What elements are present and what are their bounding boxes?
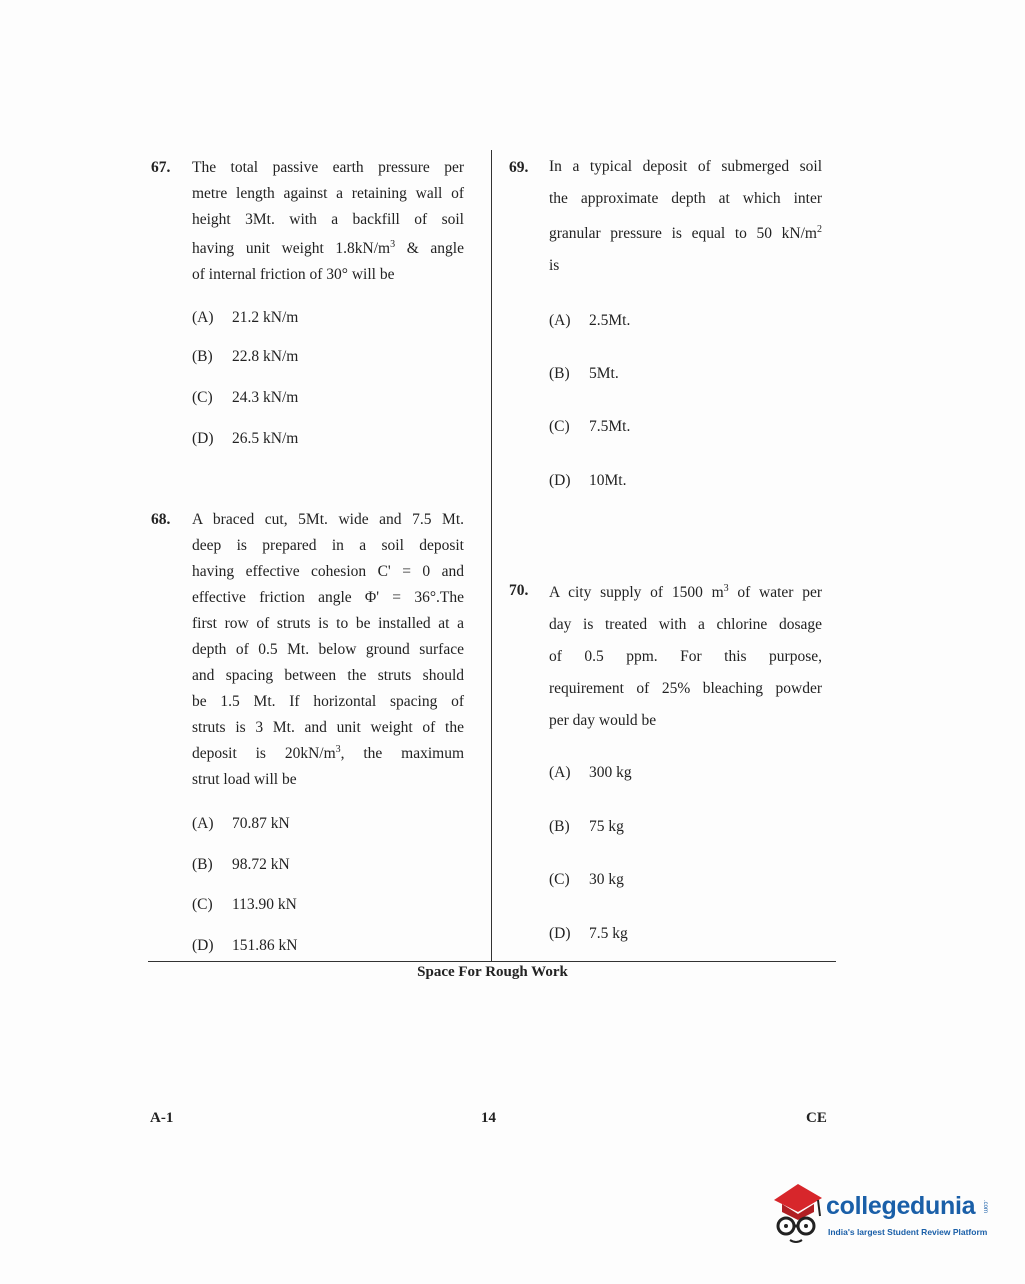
footer-left: A-1 [150, 1110, 174, 1126]
question-number: 70. [509, 582, 529, 599]
question-text: The total passive earth pressure per metre length against a retaining wall of height 3Mt. with a backfill of soil having unit weight $1.8kN/m^3$ & angle of internal friction of 30° will be [192, 159, 464, 283]
option-d[interactable]: (D) 10Mt. [549, 472, 627, 489]
option-b[interactable]: (B) 5Mt. [549, 365, 619, 382]
option-b[interactable]: (B) 98.72 kN [192, 856, 290, 873]
option-a[interactable]: (A) 70.87 kN [192, 815, 290, 832]
option-a[interactable]: (A) 300 kg [549, 764, 632, 781]
collegedunia-logo[interactable] [768, 1178, 998, 1258]
option-c[interactable]: (C) 113.90 kN [192, 896, 297, 913]
rough-work-divider [148, 961, 836, 962]
logo-tagline: India's largest Student Review Platform [828, 1227, 988, 1237]
question-text: A city supply of 1500 $m^3$ of water per day is treated with a chlorine dosage of 0.5 ppm. For this purpose, requirement of 25% bleaching powder per day would be [549, 582, 823, 729]
footer-right: CE [806, 1110, 827, 1126]
option-c[interactable]: (C) 30 kg [549, 871, 624, 888]
question-text: In a typical deposit of submerged soil the approximate depth at which inter granular pressure is equal to 50 $kN/m^2$ is [549, 158, 822, 274]
option-d[interactable]: (D) 7.5 kg [549, 925, 628, 942]
option-b[interactable]: (B) 22.8 kN/m [192, 348, 299, 365]
question-number: 67. [151, 159, 171, 176]
rough-work-label: Space For Rough Work [417, 964, 568, 980]
option-c[interactable]: (C) 24.3 kN/m [192, 389, 299, 406]
column-divider [491, 150, 492, 962]
question-number: 69. [509, 159, 529, 176]
option-a[interactable]: (A) 21.2 kN/m [192, 309, 299, 326]
question-number: 68. [151, 511, 171, 528]
logo-wordmark: collegedunia [826, 1192, 976, 1220]
option-a[interactable]: (A) 2.5Mt. [549, 312, 631, 329]
option-d[interactable]: (D) 26.5 kN/m [192, 430, 299, 447]
logo-mascot-icon [768, 1178, 824, 1248]
page-number: 14 [481, 1110, 496, 1126]
question-text: A braced cut, 5Mt. wide and 7.5 Mt. deep is prepared in a soil deposit having effective cohesion C' = 0 and effective friction angle Φ' = 36°.The first row of struts is to be installed at a depth of 0.5 Mt. below ground surface and spacing between the struts should be 1.5 Mt. If horizontal spacing of struts is 3 Mt. and unit weight of the deposit is $20kN/m^3$, the maximum strut load will be [192, 511, 464, 788]
option-b[interactable]: (B) 75 kg [549, 818, 624, 835]
logo-com: .com [982, 1200, 988, 1214]
option-c[interactable]: (C) 7.5Mt. [549, 418, 631, 435]
option-d[interactable]: (D) 151.86 kN [192, 937, 298, 954]
